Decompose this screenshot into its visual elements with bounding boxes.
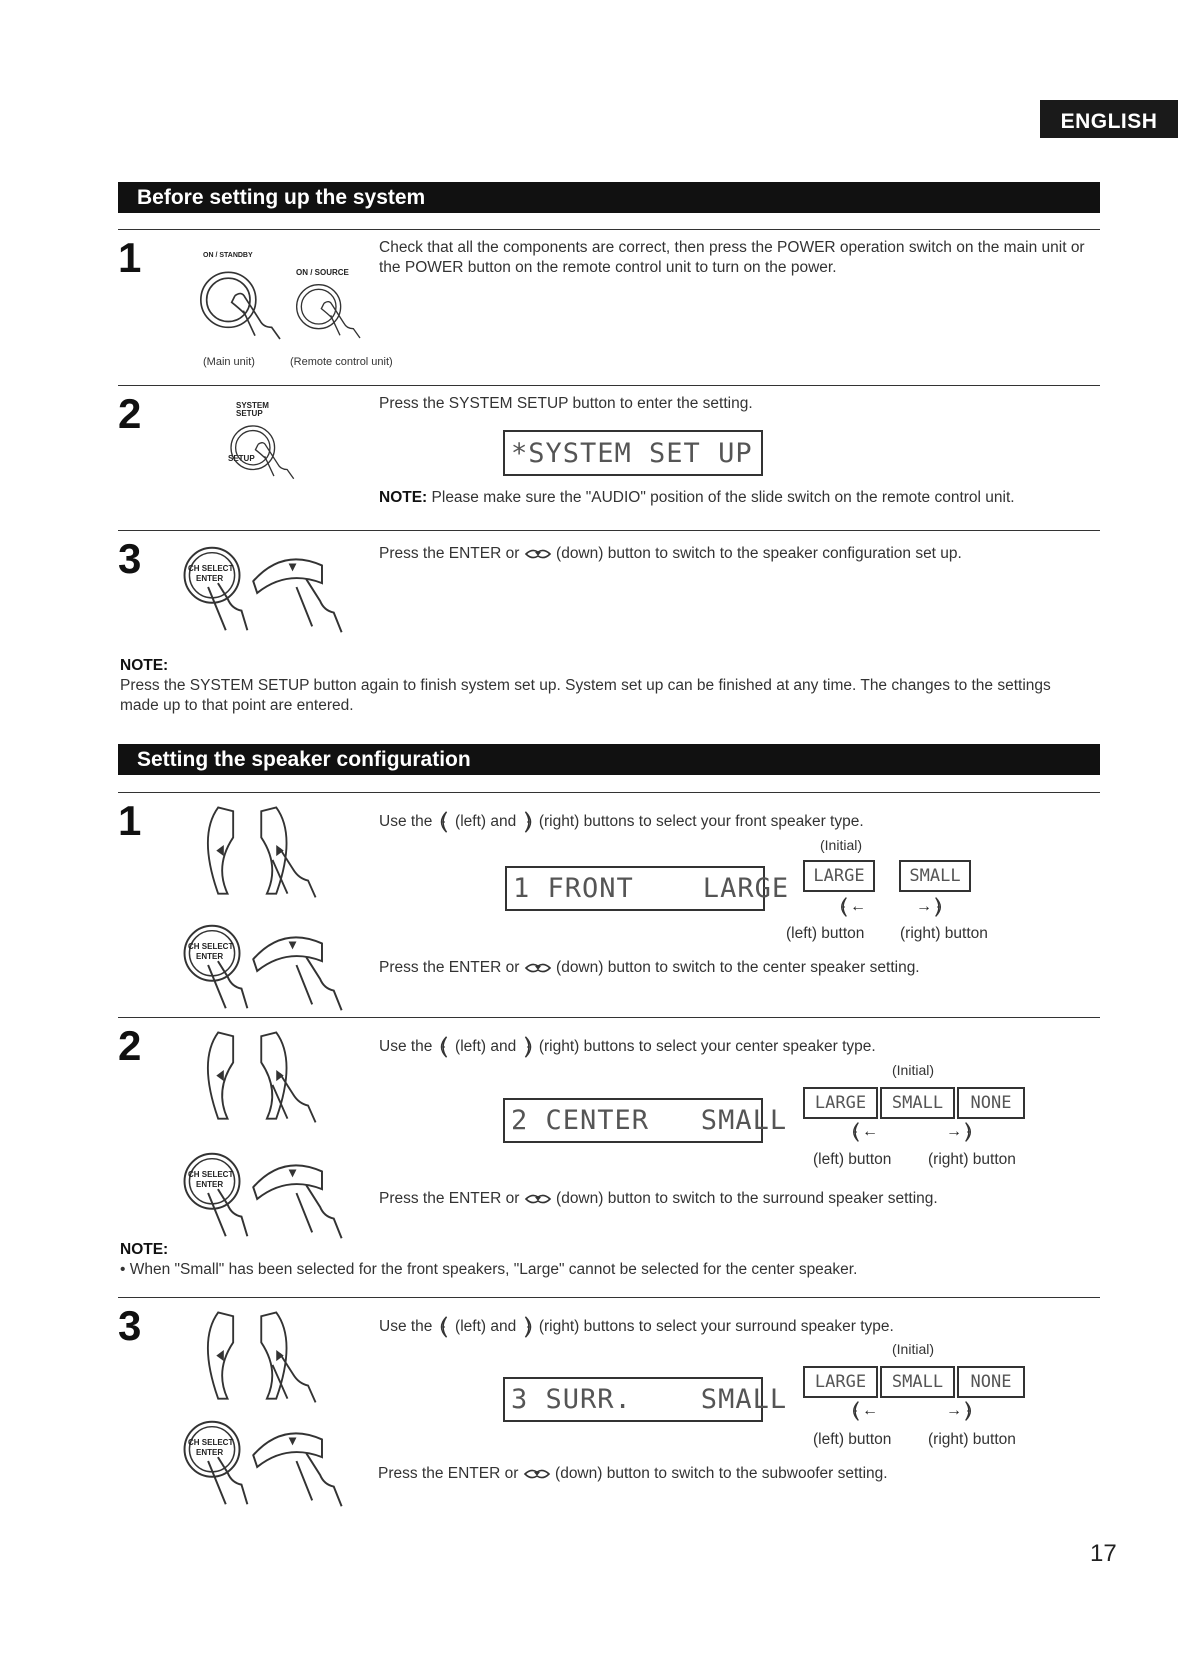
enter-text <box>379 1189 938 1209</box>
step-number: 3 <box>118 535 142 582</box>
note-bullet: • When "Small" has been selected for the front speakers, "Large" cannot be selected for the center speaker. <box>120 1261 858 1278</box>
lcd-display: 1 FRONT LARGE <box>505 866 765 911</box>
divider <box>118 530 1100 531</box>
note-label: NOTE: <box>120 657 169 674</box>
step-number: 3 <box>118 1302 142 1349</box>
enter-text <box>379 958 920 978</box>
down-button-icon <box>523 1467 551 1481</box>
right-button-caption: (right) button <box>900 925 988 942</box>
text-part: (down) button to switch to the subwoofer setting. <box>555 1465 888 1482</box>
step-text <box>379 544 962 564</box>
right-arrow-indicator: → <box>946 1400 974 1422</box>
ch-select-enter-icon <box>178 1142 356 1250</box>
left-right-buttons-icon <box>190 1025 340 1128</box>
language-tab: ENGLISH <box>1040 100 1178 138</box>
option-small: SMALL <box>880 1087 955 1119</box>
left-button-caption: (left) button <box>813 1151 892 1168</box>
enter-label: ENTER <box>196 1180 224 1189</box>
initial-label: (Initial) <box>820 837 863 853</box>
step-number: 1 <box>118 234 142 281</box>
right-button-icon <box>521 810 535 834</box>
divider <box>118 1017 1100 1018</box>
step-number: 2 <box>118 390 142 437</box>
left-button-icon <box>838 896 850 918</box>
text-part: (left) and <box>455 813 517 831</box>
left-arrow-indicator: ← <box>838 896 866 918</box>
text-part: (left) and <box>455 1318 517 1336</box>
text-part: Use the <box>379 1318 433 1336</box>
divider <box>118 385 1100 386</box>
text-part: (right) buttons to select your surround speaker type. <box>538 1318 894 1336</box>
left-right-buttons-icon <box>190 800 340 903</box>
divider <box>118 1297 1100 1298</box>
left-button-caption: (left) button <box>786 925 865 942</box>
option-large: LARGE <box>803 860 875 892</box>
note-label: NOTE: <box>379 489 428 506</box>
section-title-before-setup: Before setting up the system <box>118 182 1100 213</box>
on-standby-label: ON / STANDBY <box>203 252 253 259</box>
text-part: (right) buttons to select your center speaker type. <box>538 1038 876 1056</box>
step-text <box>379 1035 876 1059</box>
enter-text <box>378 1464 888 1484</box>
left-button-caption: (left) button <box>813 1431 892 1448</box>
right-button-icon <box>932 896 944 918</box>
ch-select-enter-icon <box>178 536 356 644</box>
note-label: NOTE: <box>120 1241 169 1258</box>
right-button-caption: (right) button <box>928 1151 1016 1168</box>
setup-label: SETUP <box>228 454 255 463</box>
text-part: Use the <box>379 813 433 831</box>
section-title-speaker-config: Setting the speaker configuration <box>118 744 1100 775</box>
option-large: LARGE <box>803 1087 878 1119</box>
divider <box>118 229 1100 230</box>
enter-label: ENTER <box>196 1448 224 1457</box>
enter-label: ENTER <box>196 574 224 583</box>
lcd-display: 2 CENTER SMALL <box>503 1098 763 1143</box>
enter-label: ENTER <box>196 952 224 961</box>
ch-select-enter-icon <box>178 1410 356 1518</box>
caption-main-unit: (Main unit) <box>203 356 255 368</box>
system-setup-button-icon <box>226 418 306 484</box>
text-part: (down) button to switch to the center speaker setting. <box>556 959 920 976</box>
power-button-main-icon <box>195 262 295 346</box>
left-button-icon <box>850 1400 862 1422</box>
right-button-caption: (right) button <box>928 1431 1016 1448</box>
left-right-buttons-icon <box>190 1305 340 1408</box>
text-part: (down) button to switch to the surround speaker setting. <box>556 1190 938 1207</box>
left-button-icon <box>850 1121 862 1143</box>
ch-select-label: CH SELECT <box>188 564 234 573</box>
option-large: LARGE <box>803 1366 878 1398</box>
ch-select-label: CH SELECT <box>188 1170 234 1179</box>
text-part: Press the ENTER or <box>379 959 520 976</box>
option-none: NONE <box>957 1366 1025 1398</box>
lcd-display: *SYSTEM SET UP <box>503 430 763 476</box>
text-part: Use the <box>379 1038 433 1056</box>
right-arrow-indicator: → <box>916 896 944 918</box>
text-part: Press the ENTER or <box>379 545 520 562</box>
option-small: SMALL <box>899 860 971 892</box>
step-number: 2 <box>118 1022 142 1069</box>
power-button-remote-icon <box>292 276 372 344</box>
divider <box>118 792 1100 793</box>
option-none: NONE <box>957 1087 1025 1119</box>
on-source-label: ON / SOURCE <box>296 268 349 277</box>
initial-label: (Initial) <box>892 1062 935 1078</box>
note-text: Press the SYSTEM SETUP button again to finish system set up. System set up can be finished at any time. The changes to the settings made up to that point are entered. <box>120 677 1051 714</box>
text-part: (right) buttons to select your front speaker type. <box>538 813 864 831</box>
text-part: Press the ENTER or <box>378 1465 519 1482</box>
note-inline <box>379 488 1015 508</box>
lcd-display: 3 SURR. SMALL <box>503 1377 763 1422</box>
step-text <box>379 1315 894 1339</box>
step-text: Press the SYSTEM SETUP button to enter the setting. <box>379 395 753 412</box>
down-button-icon <box>524 1192 552 1206</box>
right-button-icon <box>962 1400 974 1422</box>
left-arrow-indicator: ← <box>850 1121 878 1143</box>
right-arrow-indicator: → <box>946 1121 974 1143</box>
left-button-icon <box>437 1035 451 1059</box>
ch-select-enter-icon <box>178 914 356 1022</box>
step-number: 1 <box>118 797 142 844</box>
step-text <box>379 810 864 834</box>
initial-label: (Initial) <box>892 1341 935 1357</box>
page-number: 17 <box>1090 1540 1117 1567</box>
right-button-icon <box>521 1035 535 1059</box>
note-text: Please make sure the "AUDIO" position of the slide switch on the remote control unit. <box>431 489 1015 506</box>
caption-remote-unit: (Remote control unit) <box>290 356 393 368</box>
right-button-icon <box>521 1315 535 1339</box>
system-setup-label: SYSTEM SETUP <box>236 401 269 418</box>
option-small: SMALL <box>880 1366 955 1398</box>
right-button-icon <box>962 1121 974 1143</box>
text-part: (down) button to switch to the speaker configuration set up. <box>556 545 962 562</box>
left-button-icon <box>437 1315 451 1339</box>
ch-select-label: CH SELECT <box>188 1438 234 1447</box>
text-part: (left) and <box>455 1038 517 1056</box>
down-button-icon <box>524 547 552 561</box>
left-button-icon <box>437 810 451 834</box>
note-text: When "Small" has been selected for the front speakers, "Large" cannot be selected for the center speaker. <box>129 1261 858 1278</box>
left-arrow-indicator: ← <box>850 1400 878 1422</box>
ch-select-label: CH SELECT <box>188 942 234 951</box>
step-text: Check that all the components are correct, then press the POWER operation switch on the main unit or the POWER button on the remote control unit to turn on the power. <box>379 239 1085 276</box>
down-button-icon <box>524 961 552 975</box>
text-part: Press the ENTER or <box>379 1190 520 1207</box>
